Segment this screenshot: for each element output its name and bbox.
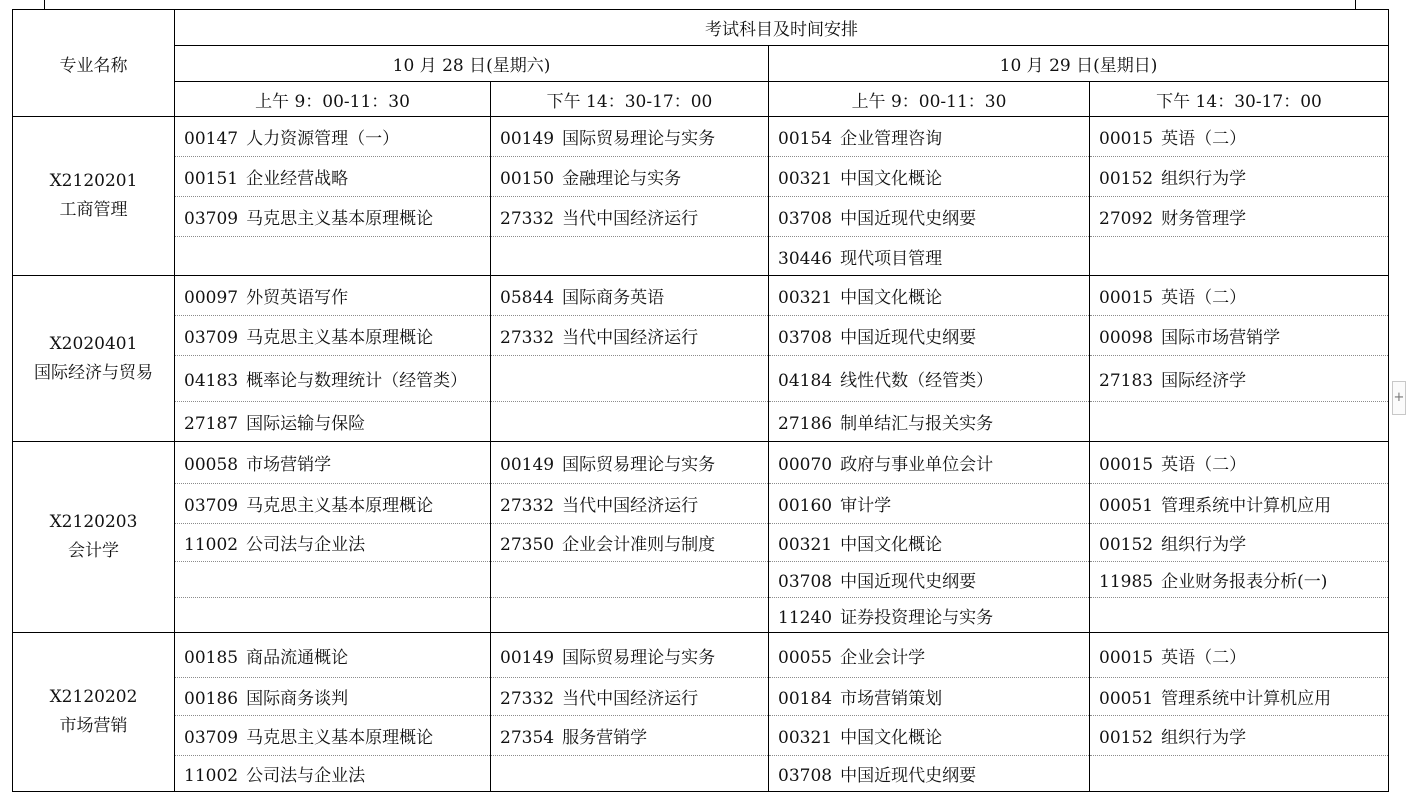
subject-cell-d2-am [769,562,1090,598]
subject-cell-d1-am [175,197,491,237]
day2-afternoon-header: 下午 14：30-17：00 [1090,82,1389,117]
subject-name: 英语（二） [1161,455,1247,475]
subject-name: 审计学 [840,496,892,516]
subject-cell-d2-am [769,524,1090,562]
subject-code: 00321 [778,169,833,189]
subject-name: 马克思主义基本原理概论 [246,328,434,348]
subject-cell-d1-pm [491,678,769,716]
subject-name: 当代中国经济运行 [562,496,699,516]
major-cell [13,442,175,633]
major-cell [13,117,175,276]
subject-name: 中国近现代史纲要 [840,209,977,229]
subject-cell-d2-am [769,237,1090,276]
subject-cell-d2-am [769,276,1090,316]
subject-code: 00070 [778,455,833,475]
subject-cell-d2-am [769,678,1090,716]
subject-code: 00151 [184,169,239,189]
subject-code: 11240 [778,607,833,628]
subject-cell-d2-pm [1090,484,1389,524]
subject-name: 英语（二） [1161,647,1247,668]
subject-name: 组织行为学 [1161,728,1247,748]
subject-cell-d2-am [769,316,1090,356]
major-code: X2120202 [49,687,138,707]
subject-name: 管理系统中计算机应用 [1161,496,1332,516]
subject-name: 国际商务英语 [562,288,665,308]
subject-name: 公司法与企业法 [246,766,366,786]
subject-name: 国际运输与保险 [246,414,366,434]
page-edge-top [44,0,1356,9]
subject-name: 中国近现代史纲要 [840,766,977,786]
subject-name: 组织行为学 [1161,169,1247,189]
subject-code: 00149 [500,455,555,475]
major-name-header: 专业名称 [13,10,175,117]
exam-schedule-table [12,9,1389,792]
subject-code: 03709 [184,209,239,229]
subject-code: 00015 [1099,455,1154,475]
subject-name: 金融理论与实务 [562,169,682,189]
subject-code: 03709 [184,496,239,516]
subject-code: 03709 [184,728,239,748]
subject-name: 人力资源管理（一） [246,129,400,149]
subject-code: 27332 [500,328,555,348]
day2-header: 10 月 29 日(星期日) [769,46,1389,82]
subject-name: 市场营销策划 [840,689,943,709]
subject-name: 制单结汇与报关实务 [840,414,994,434]
day2-morning-header: 上午 9：00-11：30 [769,82,1090,117]
subject-code: 00147 [184,129,239,149]
subject-cell-d2-pm [1090,756,1389,792]
subject-name: 企业会计准则与制度 [562,535,716,555]
major-code: X2020401 [49,333,138,354]
subject-code: 27332 [500,496,555,516]
subject-code: 00186 [184,689,239,709]
subject-cell-d1-am [175,524,491,562]
subject-cell-d1-am [175,402,491,442]
subject-name: 当代中国经济运行 [562,209,699,229]
subject-code: 03708 [778,766,833,786]
subject-code: 00015 [1099,647,1154,668]
subject-cell-d1-pm [491,197,769,237]
subject-name: 概率论与数理统计（经管类） [246,371,468,391]
subject-cell-d1-am [175,356,491,402]
subject-name: 外贸英语写作 [246,288,349,308]
subject-code: 00015 [1099,129,1154,149]
subject-name: 政府与事业单位会计 [840,455,994,475]
subject-name: 国际经济学 [1161,371,1247,391]
subject-cell-d2-am [769,197,1090,237]
subject-cell-d2-pm [1090,197,1389,237]
subject-code: 11985 [1099,572,1154,592]
subject-code: 00149 [500,647,555,668]
subject-name: 商品流通概论 [246,647,349,668]
subject-cell-d1-am [175,598,491,633]
subject-cell-d2-pm [1090,598,1389,633]
subject-cell-d2-am [769,157,1090,197]
subject-name: 企业会计学 [840,647,926,668]
subject-code: 00058 [184,455,239,475]
subject-name: 线性代数（经管类） [840,371,994,391]
subject-code: 11002 [184,535,239,555]
subject-cell-d1-pm [491,598,769,633]
subject-code: 00152 [1099,535,1154,555]
subject-cell-d2-pm [1090,524,1389,562]
subject-name: 英语（二） [1161,288,1247,308]
subject-cell-d1-pm [491,276,769,316]
subject-name: 企业财务报表分析(一) [1161,572,1328,592]
subject-name: 当代中国经济运行 [562,689,699,709]
subject-cell-d1-am [175,276,491,316]
day1-header: 10 月 28 日(星期六) [175,46,769,82]
subject-name: 证券投资理论与实务 [840,607,994,628]
subject-cell-d1-am [175,442,491,484]
subject-cell-d1-pm [491,524,769,562]
subject-name: 马克思主义基本原理概论 [246,728,434,748]
subject-cell-d1-pm [491,484,769,524]
subject-cell-d2-am [769,716,1090,756]
major-name: 国际经济与贸易 [34,362,153,383]
major-cell [13,633,175,792]
subject-code: 27186 [778,414,833,434]
subject-name: 中国文化概论 [840,535,943,555]
subject-code: 00149 [500,129,555,149]
subject-code: 00154 [778,129,833,149]
subject-cell-d2-pm [1090,157,1389,197]
subject-name: 国际贸易理论与实务 [562,455,716,475]
subject-cell-d2-pm [1090,678,1389,716]
subject-cell-d2-pm [1090,117,1389,157]
subject-name: 公司法与企业法 [246,535,366,555]
subject-cell-d1-am [175,316,491,356]
subject-name: 市场营销学 [246,455,332,475]
subject-cell-d2-am [769,598,1090,633]
subject-cell-d1-pm [491,756,769,792]
subject-name: 马克思主义基本原理概论 [246,496,434,516]
subject-code: 00321 [778,288,833,308]
subject-cell-d1-am [175,157,491,197]
subject-cell-d1-pm [491,716,769,756]
subject-name: 中国近现代史纲要 [840,328,977,348]
subject-cell-d2-am [769,484,1090,524]
subject-code: 03708 [778,209,833,229]
subject-cell-d2-am [769,442,1090,484]
subject-cell-d2-am [769,117,1090,157]
major-name: 会计学 [68,541,119,561]
subject-cell-d1-am [175,237,491,276]
major-name: 市场营销 [59,716,128,736]
subject-name: 英语（二） [1161,129,1247,149]
subject-cell-d2-am [769,756,1090,792]
subject-cell-d2-am [769,402,1090,442]
subject-code: 03708 [778,572,833,592]
subject-name: 组织行为学 [1161,535,1247,555]
subject-code: 30446 [778,248,833,269]
subject-cell-d1-am [175,756,491,792]
subject-code: 00015 [1099,288,1154,308]
subject-cell-d1-am [175,716,491,756]
subject-cell-d2-pm [1090,316,1389,356]
subject-code: 00184 [778,689,833,709]
subject-code: 00160 [778,496,833,516]
subject-name: 中国文化概论 [840,169,943,189]
subject-name: 服务营销学 [562,728,648,748]
subject-code: 00321 [778,728,833,748]
subject-cell-d2-pm [1090,633,1389,678]
subject-cell-d1-pm [491,442,769,484]
subject-name: 国际市场营销学 [1161,328,1281,348]
subject-code: 27332 [500,689,555,709]
subject-code: 27354 [500,728,555,748]
subject-code: 00051 [1099,689,1154,709]
subject-cell-d1-am [175,117,491,157]
subject-name: 财务管理学 [1161,209,1247,229]
subject-cell-d2-pm [1090,356,1389,402]
major-cell [13,276,175,442]
subject-name: 中国近现代史纲要 [840,572,977,592]
subject-name: 企业管理咨询 [840,129,943,149]
subject-name: 中国文化概论 [840,728,943,748]
subject-name: 现代项目管理 [840,248,943,269]
subject-code: 00150 [500,169,555,189]
subject-cell-d2-pm [1090,442,1389,484]
subject-name: 企业经营战略 [246,169,349,189]
subject-name: 国际贸易理论与实务 [562,647,716,668]
subject-cell-d2-pm [1090,402,1389,442]
subject-cell-d1-pm [491,316,769,356]
day1-morning-header: 上午 9：00-11：30 [175,82,491,117]
subject-cell-d1-pm [491,356,769,402]
subject-cell-d2-pm [1090,237,1389,276]
side-expand-button[interactable]: + [1392,381,1406,415]
subject-code: 04184 [778,371,833,391]
subject-code: 03709 [184,328,239,348]
subject-cell-d2-am [769,633,1090,678]
subject-code: 27332 [500,209,555,229]
subject-cell-d1-pm [491,633,769,678]
subject-code: 00185 [184,647,239,668]
subject-code: 04183 [184,371,239,391]
subject-code: 00152 [1099,169,1154,189]
major-code: X2120201 [49,171,138,191]
major-code: X2120203 [49,512,138,532]
subject-cell-d1-pm [491,157,769,197]
subject-code: 00055 [778,647,833,668]
subject-cell-d2-pm [1090,562,1389,598]
day1-afternoon-header: 下午 14：30-17：00 [491,82,769,117]
subject-cell-d1-am [175,562,491,598]
subject-cell-d2-am [769,356,1090,402]
subject-code: 03708 [778,328,833,348]
schedule-title: 考试科目及时间安排 [175,10,1389,46]
subject-cell-d1-am [175,678,491,716]
subject-name: 马克思主义基本原理概论 [246,209,434,229]
subject-code: 00097 [184,288,239,308]
subject-code: 27187 [184,414,239,434]
subject-code: 27183 [1099,371,1154,391]
subject-code: 11002 [184,766,239,786]
subject-code: 00321 [778,535,833,555]
subject-code: 00152 [1099,728,1154,748]
subject-cell-d1-pm [491,562,769,598]
subject-code: 27350 [500,535,555,555]
subject-cell-d2-pm [1090,276,1389,316]
subject-cell-d1-pm [491,237,769,276]
subject-name: 国际贸易理论与实务 [562,129,716,149]
subject-code: 00098 [1099,328,1154,348]
subject-cell-d1-pm [491,402,769,442]
subject-cell-d1-am [175,633,491,678]
subject-cell-d2-pm [1090,716,1389,756]
subject-name: 当代中国经济运行 [562,328,699,348]
subject-name: 国际商务谈判 [246,689,349,709]
subject-code: 27092 [1099,209,1154,229]
subject-code: 05844 [500,288,555,308]
subject-code: 00051 [1099,496,1154,516]
subject-name: 管理系统中计算机应用 [1161,689,1332,709]
subject-cell-d1-pm [491,117,769,157]
major-name: 工商管理 [59,200,128,220]
subject-cell-d1-am [175,484,491,524]
subject-name: 中国文化概论 [840,288,943,308]
